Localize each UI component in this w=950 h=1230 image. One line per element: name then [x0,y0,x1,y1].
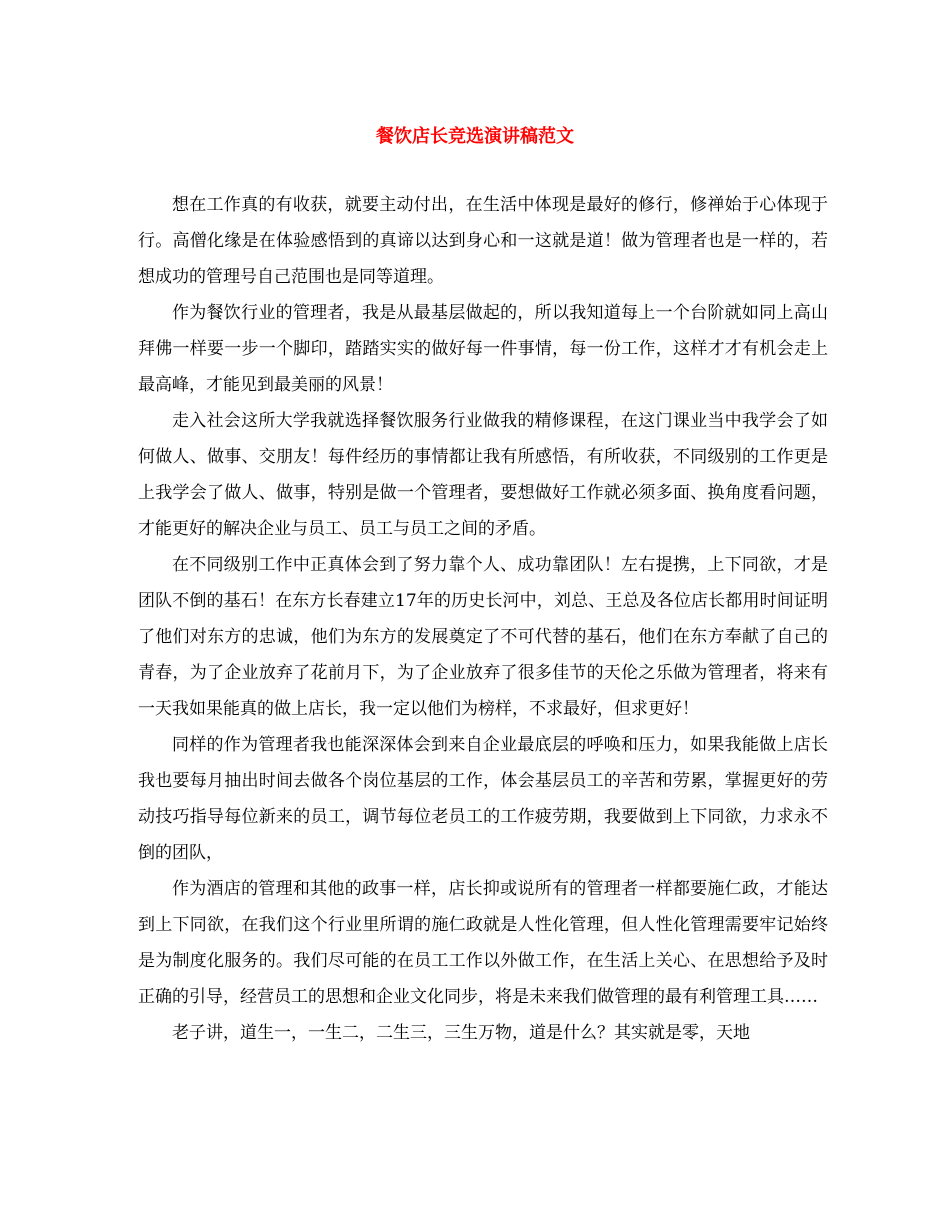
paragraph: 在不同级别工作中正真体会到了努力靠个人、成功靠团队！左右提携，上下同欲，才是团队不倒的基石！在东方长春建立17年的历史长河中，刘总、王总及各位店长都用时间证明了他们对东方的忠诚，他们为东方的发展奠定了不可代替的基石，他们在东方奉献了自己的青春，为了企业放弃了花前月下，为了企业放弃了很多佳节的天伦之乐做为管理者，将来有一天我如果能真的做上店长，我一定以他们为榜样，不求最好，但求更好！ [138,555,828,719]
paragraph: 作为酒店的管理和其他的政事一样，店长抑或说所有的管理者一样都要施仁政，才能达到上下同欲，在我们这个行业里所谓的施仁政就是人性化管理，但人性化管理需要牢记始终是为制度化服务的。我们尽可能的在员工工作以外做工作，在生活上关心、在思想给予及时正确的引导，经营员工的思想和企业文化同步，将是未来我们做管理的最有利管理工具…… [138,879,828,1007]
paragraph: 作为餐饮行业的管理者，我是从最基层做起的，所以我知道每上一个台阶就如同上高山拜佛一样要一步一个脚印，踏踏实实的做好每一件事情，每一份工作，这样才才有机会走上最高峰，才能见到最美丽的风景！ [138,303,828,395]
paragraph: 走入社会这所大学我就选择餐饮服务行业做我的精修课程，在这门课业当中我学会了如何做人、做事、交朋友！每件经历的事情都让我有所感悟，有所收获，不同级别的工作更是上我学会了做人、做事，特别是做一个管理者，要想做好工作就必须多面、换角度看问题，才能更好的解决企业与员工、员工与员工之间的矛盾。 [138,411,828,539]
paragraph: 老子讲，道生一，一生二，二生三，三生万物，道是什么？其实就是零，天地 [172,1023,750,1043]
document-body [138,187,828,1051]
paragraph: 同样的作为管理者我也能深深体会到来自企业最底层的呼唤和压力，如果我能做上店长我也要每月抽出时间去做各个岗位基层的工作，体会基层员工的辛苦和劳累，掌握更好的劳动技巧指导每位新来的员工，调节每位老员工的工作疲劳期，我要做到上下同欲，力求永不倒的团队， [138,735,828,863]
paragraph: 想在工作真的有收获，就要主动付出，在生活中体现是最好的修行，修禅始于心体现于行。高僧化缘是在体验感悟到的真谛以达到身心和一这就是道！做为管理者也是一样的，若想成功的管理号自己范围也是同等道理。 [138,195,828,287]
document-title: 餐饮店长竞选演讲稿范文 [376,126,574,147]
